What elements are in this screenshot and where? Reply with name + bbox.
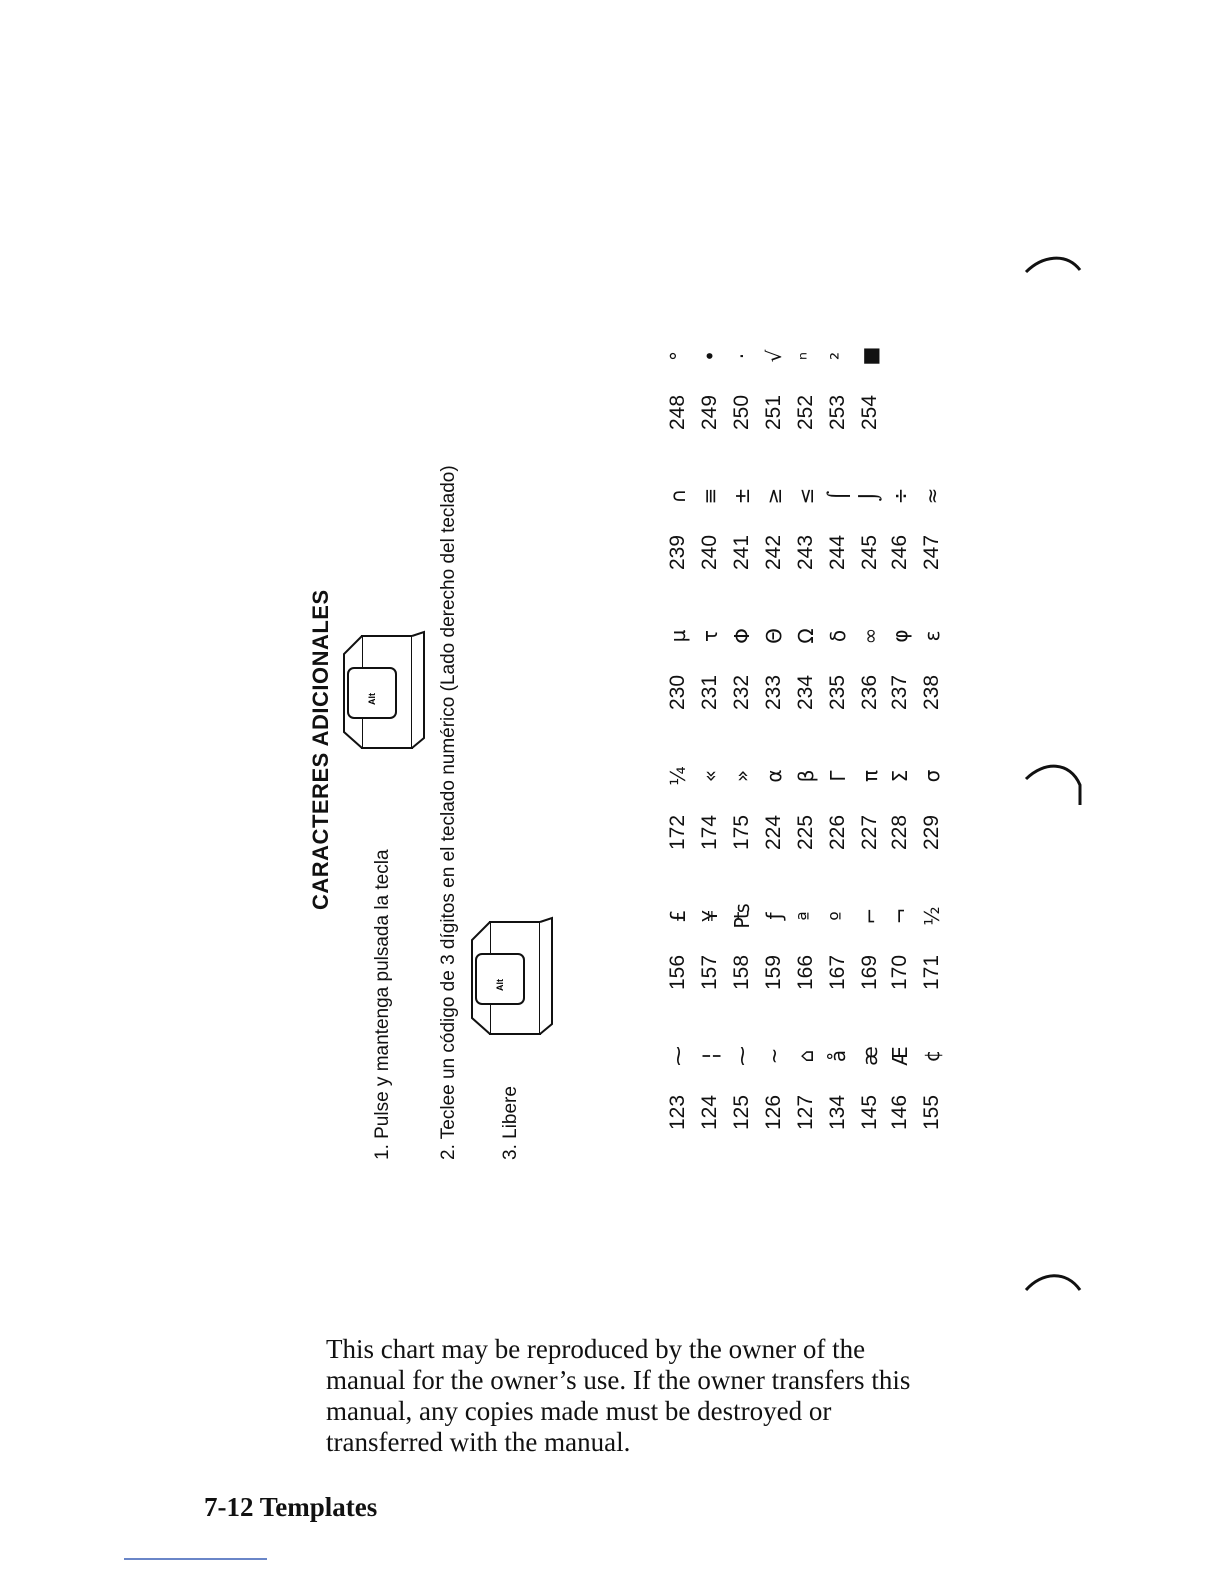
char-entry — [696, 756, 724, 850]
char-code: 166 — [794, 954, 817, 990]
char-symbol: £ — [666, 909, 690, 923]
char-symbol: σ — [920, 769, 944, 783]
char-code: 125 — [730, 1094, 753, 1130]
char-entry — [856, 756, 884, 850]
char-code: 175 — [730, 814, 753, 850]
char-symbol: ~ — [762, 1047, 786, 1065]
char-symbol: π — [858, 769, 882, 783]
char-entry — [856, 336, 884, 430]
char-symbol: ¼ — [666, 766, 690, 786]
char-entry — [728, 756, 756, 850]
char-code: 245 — [858, 534, 881, 570]
char-symbol: α — [762, 769, 786, 783]
char-code: 134 — [826, 1094, 849, 1130]
char-code: 224 — [762, 814, 785, 850]
char-code: 231 — [698, 674, 721, 710]
char-symbol: ¥ — [698, 909, 722, 923]
char-entry — [886, 896, 914, 990]
char-code: 226 — [826, 814, 849, 850]
char-symbol: Θ — [762, 628, 786, 644]
char-code: 244 — [826, 534, 849, 570]
char-code: 247 — [920, 534, 943, 570]
char-code: 167 — [826, 954, 849, 990]
char-symbol: « — [698, 769, 722, 783]
char-entry — [760, 1036, 788, 1130]
char-entry — [824, 896, 852, 990]
char-symbol: ƒ — [762, 912, 786, 920]
char-code: 123 — [666, 1094, 689, 1130]
char-code: 230 — [666, 674, 689, 710]
char-code: 124 — [698, 1094, 721, 1130]
char-symbol: ∞ — [858, 627, 882, 645]
char-code: 158 — [730, 954, 753, 990]
char-symbol: ⁓ — [730, 1046, 754, 1066]
char-code: 171 — [920, 954, 943, 990]
alt-key-label: Alt — [367, 693, 377, 705]
char-code: 156 — [666, 954, 689, 990]
char-symbol: ∩ — [666, 488, 690, 504]
char-code: 254 — [858, 394, 881, 430]
char-code: 227 — [858, 814, 881, 850]
char-symbol: ¦ — [698, 1052, 722, 1060]
char-code: 251 — [762, 394, 785, 430]
notice-line: This chart may be reproduced by the owner of the — [326, 1334, 866, 1364]
char-symbol: ≤ — [794, 487, 818, 505]
char-code: 248 — [666, 394, 689, 430]
char-symbol: · — [730, 352, 754, 360]
char-entry — [824, 1036, 852, 1130]
binding-hole-mark — [1020, 1260, 1090, 1300]
char-entry — [728, 896, 756, 990]
char-entry — [728, 336, 756, 430]
char-code: 239 — [666, 534, 689, 570]
char-entry — [824, 756, 852, 850]
char-code: 229 — [920, 814, 943, 850]
char-code: 243 — [794, 534, 817, 570]
char-entry — [886, 756, 914, 850]
notice-line: transferred with the manual. — [326, 1427, 631, 1457]
char-entry — [760, 476, 788, 570]
char-code: 233 — [762, 674, 785, 710]
binding-hole-mark — [1020, 755, 1090, 815]
instruction-step-2: 2. Teclee un código de 3 dígitos en el teclado numérico (Lado derecho del teclado) — [438, 465, 459, 1160]
char-symbol: ¢ — [920, 1049, 944, 1063]
char-symbol: δ — [826, 629, 850, 643]
char-entry — [696, 476, 724, 570]
char-entry — [728, 1036, 756, 1130]
char-entry — [792, 756, 820, 850]
char-symbol: ⌂ — [794, 1049, 818, 1063]
char-entry — [696, 616, 724, 710]
char-symbol: Φ — [730, 628, 754, 644]
char-entry — [728, 476, 756, 570]
char-code: 174 — [698, 814, 721, 850]
char-symbol: µ — [666, 629, 690, 643]
alt-key-icon — [340, 628, 428, 758]
char-symbol: √ — [762, 349, 786, 363]
char-entry — [824, 616, 852, 710]
char-code: 236 — [858, 674, 881, 710]
char-symbol: å — [826, 1049, 850, 1063]
char-symbol: τ — [698, 629, 722, 643]
char-code: 225 — [794, 814, 817, 850]
char-code: 235 — [826, 674, 849, 710]
notice-line: manual, any copies made must be destroyed or — [326, 1396, 832, 1426]
char-code: 242 — [762, 534, 785, 570]
char-entry — [918, 1036, 946, 1130]
char-entry — [886, 1036, 914, 1130]
char-symbol: β — [794, 769, 818, 783]
alt-key-label: Alt — [495, 979, 505, 991]
char-symbol: ÷ — [888, 487, 912, 505]
char-code: 232 — [730, 674, 753, 710]
char-code: 127 — [794, 1094, 817, 1130]
char-entry — [664, 476, 692, 570]
reproduction-notice — [326, 1334, 1016, 1458]
char-entry — [824, 336, 852, 430]
char-entry — [792, 616, 820, 710]
char-entry — [664, 896, 692, 990]
char-entry — [792, 336, 820, 430]
char-symbol: ≡ — [698, 487, 722, 505]
char-entry — [918, 616, 946, 710]
char-entry — [664, 336, 692, 430]
page-title: CARACTERES ADICIONALES — [308, 589, 333, 910]
char-entry — [696, 1036, 724, 1130]
char-symbol: Σ — [888, 769, 912, 783]
instruction-step-3: 3. Libere — [500, 1086, 521, 1160]
char-symbol: ² — [826, 351, 850, 361]
char-entry — [664, 616, 692, 710]
char-code: 157 — [698, 954, 721, 990]
char-symbol: æ — [858, 1046, 882, 1066]
char-entry — [792, 476, 820, 570]
char-symbol: º — [826, 911, 850, 921]
char-code: 170 — [888, 954, 911, 990]
char-code: 252 — [794, 394, 817, 430]
char-code: 146 — [888, 1094, 911, 1130]
char-entry — [856, 896, 884, 990]
char-symbol: ª — [794, 911, 818, 921]
char-symbol: Γ — [826, 770, 850, 782]
char-symbol: ° — [666, 351, 690, 361]
char-symbol: ■ — [858, 346, 882, 366]
char-code: 246 — [888, 534, 911, 570]
char-entry — [856, 476, 884, 570]
char-symbol: ⌠ — [826, 490, 850, 502]
char-symbol: ε — [920, 630, 944, 642]
instruction-step-1: 1. Pulse y mantenga pulsada la tecla — [372, 849, 393, 1160]
char-entry — [664, 756, 692, 850]
char-code: 155 — [920, 1094, 943, 1130]
char-entry — [760, 616, 788, 710]
char-code: 228 — [888, 814, 911, 850]
char-symbol: Ω — [794, 628, 818, 644]
char-code: 172 — [666, 814, 689, 850]
char-symbol: ½ — [920, 906, 944, 926]
char-symbol: ⌐ — [858, 907, 882, 925]
char-entry — [760, 756, 788, 850]
char-code: 253 — [826, 394, 849, 430]
char-code: 238 — [920, 674, 943, 710]
char-code: 249 — [698, 394, 721, 430]
char-symbol: ₧ — [730, 903, 754, 929]
char-entry — [792, 1036, 820, 1130]
char-symbol: ⌡ — [858, 490, 882, 502]
notice-line: manual for the owner’s use. If the owner transfers this — [326, 1365, 911, 1395]
char-entry — [886, 476, 914, 570]
char-symbol: » — [730, 769, 754, 783]
char-symbol: • — [698, 350, 722, 362]
char-code: 234 — [794, 674, 817, 710]
char-code: 159 — [762, 954, 785, 990]
binding-hole-mark — [1020, 250, 1090, 290]
char-entry — [886, 616, 914, 710]
alt-key-icon — [468, 914, 556, 1044]
char-code: 250 — [730, 394, 753, 430]
char-code: 126 — [762, 1094, 785, 1130]
char-entry — [918, 476, 946, 570]
char-entry — [792, 896, 820, 990]
char-entry — [760, 896, 788, 990]
char-entry — [856, 616, 884, 710]
char-symbol: ≈ — [920, 487, 944, 505]
char-symbol: ¬ — [888, 907, 912, 925]
char-entry — [760, 336, 788, 430]
char-entry — [696, 336, 724, 430]
char-entry — [728, 616, 756, 710]
char-code: 237 — [888, 674, 911, 710]
char-symbol: ≥ — [762, 487, 786, 505]
char-entry — [918, 896, 946, 990]
char-entry — [696, 896, 724, 990]
char-entry — [664, 1036, 692, 1130]
char-code: 240 — [698, 534, 721, 570]
char-symbol: φ — [888, 629, 912, 643]
char-symbol: Æ — [888, 1046, 912, 1066]
page-footer: 7-12 Templates — [204, 1492, 378, 1522]
footer-rule — [124, 1558, 267, 1560]
char-code: 241 — [730, 534, 753, 570]
char-symbol: ⁓ — [666, 1046, 690, 1066]
char-symbol: ± — [730, 487, 754, 505]
char-code: 169 — [858, 954, 881, 990]
char-entry — [918, 756, 946, 850]
char-symbol: ⁿ — [794, 352, 818, 360]
char-entry — [856, 1036, 884, 1130]
char-entry — [824, 476, 852, 570]
char-code: 145 — [858, 1094, 881, 1130]
